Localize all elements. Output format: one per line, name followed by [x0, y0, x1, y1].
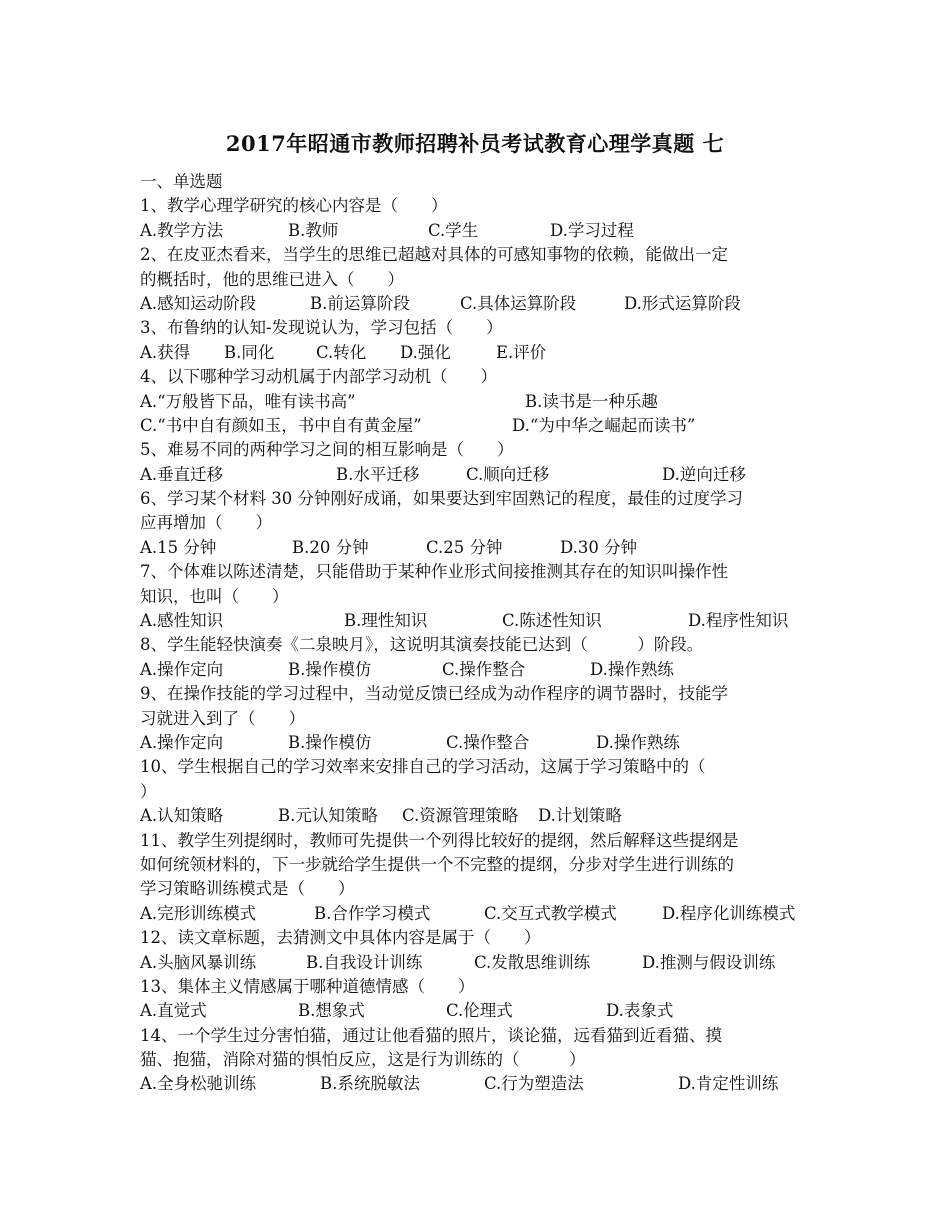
- option-a: A.操作定向: [140, 732, 224, 752]
- option-d: D.操作熟练: [596, 732, 680, 752]
- option-c: C.陈述性知识: [502, 611, 602, 631]
- options-row: [140, 341, 815, 365]
- options-row: [140, 463, 815, 487]
- options-row: [140, 902, 815, 926]
- question-12: [140, 926, 815, 975]
- question-stem-line: 6、学习某个材料 30 分钟刚好成诵，如果要达到牢固熟记的程度，最佳的过度学习: [140, 489, 743, 509]
- question-stem-line: ）: [140, 781, 157, 801]
- option-d: D.程序性知识: [688, 611, 789, 631]
- question-7: [140, 560, 815, 633]
- question-stem-line: 13、集体主义情感属于哪种道德情感（ ）: [140, 976, 475, 996]
- options-row: [140, 731, 815, 755]
- option-b: B.操作模仿: [288, 732, 372, 752]
- question-5: [140, 438, 815, 487]
- option-c: C.具体运算阶段: [460, 293, 577, 313]
- section-heading: 一、单选题: [140, 172, 223, 191]
- options-row: [140, 951, 815, 975]
- question-stem-line: 应再增加（ ）: [140, 513, 272, 533]
- question-3: [140, 316, 815, 365]
- question-stem-line: 4、以下哪种学习动机属于内部学习动机（ ）: [140, 367, 497, 387]
- option-b: B.读书是一种乐趣: [525, 391, 658, 411]
- options-row: [140, 804, 815, 828]
- option-c: C.发散思维训练: [474, 952, 591, 972]
- options-row: [140, 658, 815, 682]
- option-a: A.“万般皆下品，唯有读书高”: [140, 391, 356, 411]
- option-c: C.操作整合: [446, 732, 530, 752]
- question-stem-line: 猫、抱猫，消除对猫的惧怕反应，这是行为训练的（ ）: [140, 1050, 586, 1070]
- question-stem-line: 12、读文章标题，去猜测文中具体内容是属于（ ）: [140, 928, 541, 948]
- option-b: B.合作学习模式: [314, 903, 431, 923]
- option-d: D.逆向迁移: [662, 464, 746, 484]
- question-14: [140, 1024, 815, 1097]
- option-b: B.同化: [224, 342, 275, 362]
- options-row: [140, 390, 815, 414]
- option-a: A.完形训练模式: [140, 903, 257, 923]
- option-c: C.资源管理策略: [402, 806, 519, 826]
- option-a: A.直觉式: [140, 1001, 207, 1021]
- question-9: [140, 682, 815, 755]
- option-a: A.操作定向: [140, 659, 224, 679]
- option-a: A.垂直迁移: [140, 464, 224, 484]
- option-a: A.认知策略: [140, 806, 224, 826]
- options-row: [140, 999, 815, 1023]
- option-c: C.操作整合: [442, 659, 526, 679]
- option-b: B.理性知识: [344, 611, 428, 631]
- option-a: A.感性知识: [140, 611, 224, 631]
- question-list: [140, 170, 815, 1097]
- option-a: A.全身松驰训练: [140, 1074, 257, 1094]
- question-stem-line: 知识，也叫（ ）: [140, 586, 289, 606]
- option-d: D.计划策略: [538, 806, 622, 826]
- options-row: [140, 414, 815, 438]
- question-stem-line: 10、学生根据自己的学习效率来安排自己的学习活动，这属于学习策略中的（: [140, 757, 706, 777]
- option-d: D.肯定性训练: [678, 1074, 779, 1094]
- option-b: B.水平迁移: [336, 464, 420, 484]
- question-stem-line: 1、教学心理学研究的核心内容是（ ）: [140, 196, 448, 216]
- option-d: D.表象式: [606, 1001, 674, 1021]
- option-b: B.操作模仿: [288, 659, 372, 679]
- option-c: C.顺向迁移: [466, 464, 550, 484]
- option-b: B.元认知策略: [278, 806, 378, 826]
- question-stem-line: 习就进入到了（ ）: [140, 708, 305, 728]
- question-stem-line: 11、教学生列提纲时，教师可先提供一个列得比较好的提纲，然后解释这些提纲是: [140, 830, 739, 850]
- page-title: 2017年昭通市教师招聘补员考试教育心理学真题 七: [225, 131, 725, 156]
- options-row: [140, 609, 815, 633]
- option-c: C.伦理式: [446, 1001, 513, 1021]
- question-stem-line: 8、学生能轻快演奏《二泉映月》，这说明其演奏技能已达到（ ）阶段。: [140, 635, 704, 655]
- question-stem-line: 3、布鲁纳的认知-发现说认为，学习包括（ ）: [140, 318, 503, 338]
- option-d: D.形式运算阶段: [624, 293, 741, 313]
- question-2: [140, 243, 815, 316]
- option-a: A.获得: [140, 342, 191, 362]
- option-d: D.学习过程: [550, 220, 634, 240]
- question-13: [140, 975, 815, 1024]
- option-b: B.系统脱敏法: [320, 1074, 420, 1094]
- question-4: [140, 365, 815, 438]
- question-10: [140, 755, 815, 828]
- option-d: D.程序化训练模式: [662, 903, 796, 923]
- question-stem-line: 14、一个学生过分害怕猫，通过让他看猫的照片，谈论猫，远看猫到近看猫、摸: [140, 1025, 722, 1045]
- question-11: [140, 829, 815, 927]
- option-d: D.30 分钟: [560, 537, 638, 557]
- option-a: A.15 分钟: [140, 537, 217, 557]
- question-stem-line: 2、在皮亚杰看来，当学生的思维已超越对具体的可感知事物的依赖，能做出一定: [140, 245, 728, 265]
- question-stem-line: 的概括时，他的思维已进入（ ）: [140, 269, 404, 289]
- options-row: [140, 219, 815, 243]
- option-c: C.学生: [428, 220, 479, 240]
- question-8: [140, 633, 815, 682]
- option-b: B.自我设计训练: [306, 952, 423, 972]
- option-a: A.头脑风暴训练: [140, 952, 257, 972]
- options-row: [140, 536, 815, 560]
- option-a: A.教学方法: [140, 220, 224, 240]
- option-b: B.教师: [288, 220, 339, 240]
- option-e: E.评价: [496, 342, 547, 362]
- question-6: [140, 487, 815, 560]
- option-b: B.20 分钟: [292, 537, 369, 557]
- question-stem-line: 学习策略训练模式是（ ）: [140, 879, 355, 899]
- question-stem-line: 如何统领材料的，下一步就给学生提供一个不完整的提纲，分步对学生进行训练的: [140, 854, 734, 874]
- options-row: [140, 292, 815, 316]
- option-b: B.前运算阶段: [310, 293, 410, 313]
- question-stem-line: 9、在操作技能的学习过程中，当动觉反馈已经成为动作程序的调节器时，技能学: [140, 684, 728, 704]
- option-c: C.25 分钟: [426, 537, 503, 557]
- options-row: [140, 1072, 815, 1096]
- option-b: B.想象式: [298, 1001, 365, 1021]
- option-c: C.行为塑造法: [484, 1074, 584, 1094]
- option-d: D.操作熟练: [590, 659, 674, 679]
- option-b: D.“为中华之崛起而读书”: [512, 415, 696, 435]
- option-d: D.推测与假设训练: [642, 952, 776, 972]
- option-a: C.“书中自有颜如玉，书中自有黄金屋”: [140, 415, 422, 435]
- option-a: A.感知运动阶段: [140, 293, 257, 313]
- option-c: C.交互式教学模式: [484, 903, 617, 923]
- question-stem-line: 5、难易不同的两种学习之间的相互影响是（ ）: [140, 440, 514, 460]
- question-stem-line: 7、个体难以陈述清楚，只能借助于某种作业形式间接推测其存在的知识叫操作性: [140, 562, 728, 582]
- option-d: D.强化: [400, 342, 451, 362]
- question-1: [140, 194, 815, 243]
- option-c: C.转化: [316, 342, 367, 362]
